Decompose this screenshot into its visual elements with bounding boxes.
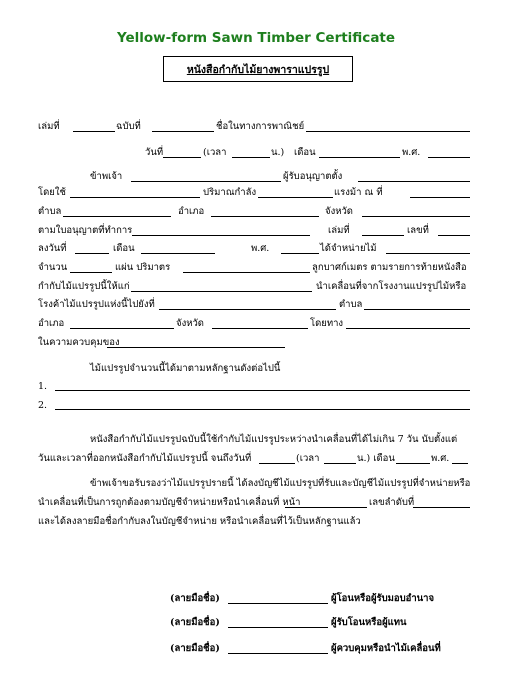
wood-to-label: กำกับไม้แปรรูปนี้ให้แก่ [38,281,130,292]
sell-wood-label: ได้จำหน่ายไม้ [320,243,377,254]
via-field[interactable] [346,328,470,329]
book-no-label: เล่มที่ [38,121,60,132]
wood-to-field[interactable] [131,291,312,292]
evidence-item-1-number: 1. [38,381,48,392]
district2-label: อำเภอ [38,318,65,329]
sequence-number-field[interactable] [413,507,470,508]
location-field[interactable] [410,197,470,198]
document-subtitle: หนังสือกำกับไม้ยางพาราแปรรูป [186,64,330,76]
signature-1-prefix: (ลายมือชื่อ) [170,593,220,604]
district2-field[interactable] [70,328,174,329]
province2-label: จังหวัด [176,318,204,329]
per-permit-label: ตามใบอนุญาตที่ทำการ [38,225,133,236]
district-label: อำเภอ [178,206,205,217]
via-label: โดยทาง [310,318,344,329]
book-no-field[interactable] [73,131,115,132]
by-using-label: โดยใช้ [38,187,66,198]
signature-3-prefix: (ลายมือชื่อ) [170,643,220,654]
month2-field[interactable] [141,253,215,254]
validity-paragraph-line-2d: พ.ศ. [431,453,450,464]
subdistrict-field[interactable] [63,216,171,217]
validity-paragraph-line-2b: (เวลา [296,453,320,464]
document-title: Yellow-form Sawn Timber Certificate [116,30,396,46]
evidence-item-2-field[interactable] [55,409,470,410]
time-open-label: (เวลา [203,147,227,158]
permit-volume-field[interactable] [362,235,404,236]
mill-at-label: โรงค้าไม้แปรรูปแห่งนี้ไปยังที่ [38,299,155,310]
i-label: ข้าพเจ้า [90,171,123,182]
evidence-item-2-number: 2. [38,400,48,411]
month-label: เดือน [294,147,316,158]
machine-field[interactable] [70,197,200,198]
signature-1-field[interactable] [228,603,328,604]
expiry-day-field[interactable] [259,463,295,464]
sell-wood-field[interactable] [386,253,470,254]
certification-paragraph-line-2a: นำเคลื่อนที่เป็นการถูกต้องตามบัญชีจำหน่ายหรือนำเคลื่อนที่ หน้า [38,497,301,508]
subdistrict-label: ตำบล [38,206,62,217]
be-year-label: พ.ศ. [402,147,421,158]
validity-paragraph-line-2c: น.) เดือน [357,453,395,464]
applicant-name-field[interactable] [131,181,281,182]
permit-volume-label: เล่มที่ [328,225,350,236]
district-field[interactable] [211,216,319,217]
custody-label: ในความควบคุมของ [38,337,120,348]
horsepower-label: แรงม้า ณ ที่ [334,187,383,198]
licensee-label: ผู้รับอนุญาตตั้ง [283,171,343,182]
cbm-list-label: ลูกบาศก์เมตร ตามรายการท้ายหนังสือ [312,262,467,273]
date-day-label: วันที่ [145,147,164,158]
province-field[interactable] [362,216,470,217]
signature-3-field[interactable] [228,653,328,654]
capacity-label: ปริมาณกำลัง [203,187,257,198]
copy-no-label: ฉบับที่ [116,121,141,132]
sheets-volume-label: แผ่น ปริมาตร [115,262,171,273]
validity-paragraph-line-2a: วันและเวลาที่ออกหนังสือกำกับไม้แปรรูปนี้ จนถึงวันที่ [38,453,252,464]
expiry-year-field[interactable] [452,463,468,464]
expiry-time-field[interactable] [324,463,356,464]
subdistrict2-label: ตำบล [339,299,363,310]
standard-note: ไม้แปรรูปจำนวนนี้ได้มาตามหลักฐานดังต่อไปนี้ [90,363,281,374]
certification-paragraph-line-3: และได้ลงลายมือชื่อกำกับลงในบัญชีจำหน่าย หรือนำเคลื่อนที่ไว้เป็นหลักฐานแล้ว [38,516,361,527]
time-close-label: น.) [271,147,285,158]
destination-field[interactable] [159,309,336,310]
signature-1-role: ผู้โอนหรือผู้รับมอบอำนาจ [331,593,435,604]
count-label: จำนวน [38,262,68,273]
certification-paragraph-line-2b: เลขลำดับที่ [369,497,415,508]
permit-place-field[interactable] [132,235,310,236]
account-page-field[interactable] [285,507,367,508]
province2-field[interactable] [212,328,308,329]
trade-name-field[interactable] [306,131,470,132]
trade-name-label: ชื่อในทางการพาณิชย์ [216,121,305,132]
dated-label: ลงวันที่ [38,243,67,254]
custody-field[interactable] [107,347,285,348]
evidence-item-1-field[interactable] [55,390,470,391]
month2-label: เดือน [113,243,135,254]
be-year-field[interactable] [428,157,470,158]
permit-number-field[interactable] [438,235,470,236]
signature-3-role: ผู้ควบคุมหรือนำไม้เคลื่อนที่ [331,643,441,654]
copy-no-field[interactable] [152,131,214,132]
capacity-field[interactable] [258,197,333,198]
dated-field[interactable] [75,253,109,254]
count-field[interactable] [70,272,112,273]
be2-field[interactable] [281,253,319,254]
province-label: จังหวัด [325,206,353,217]
time-field[interactable] [232,157,270,158]
month-field[interactable] [319,157,400,158]
signature-2-field[interactable] [228,627,328,628]
permit-number-label: เลขที่ [407,225,429,236]
subdistrict2-field[interactable] [364,309,470,310]
signature-2-prefix: (ลายมือชื่อ) [170,617,220,628]
licensee-field[interactable] [358,181,470,182]
certification-paragraph-line-1: ข้าพเจ้าขอรับรองว่าไม้แปรรูปรายนี้ ได้ลงบัญชีไม้แปรรูปที่รับและบัญชีไม้แปรรูปที่จำหน่ายหรือ [90,478,471,489]
expiry-month-field[interactable] [396,463,430,464]
date-day-field[interactable] [163,157,201,158]
signature-2-role: ผู้รับโอนหรือผู้แทน [331,617,407,628]
validity-paragraph-line-1: หนังสือกำกับไม้แปรรูปฉบับนี้ใช้กำกับไม้แปรรูประหว่างนำเคลื่อนที่ได้ไม่เกิน 7 วัน นับตั้งแต่ [90,434,458,445]
be2-label: พ.ศ. [251,243,270,254]
volume-field[interactable] [183,272,310,273]
move-from-label: นำเคลื่อนที่จากโรงงานแปรรูปไม้หรือ [316,281,467,292]
